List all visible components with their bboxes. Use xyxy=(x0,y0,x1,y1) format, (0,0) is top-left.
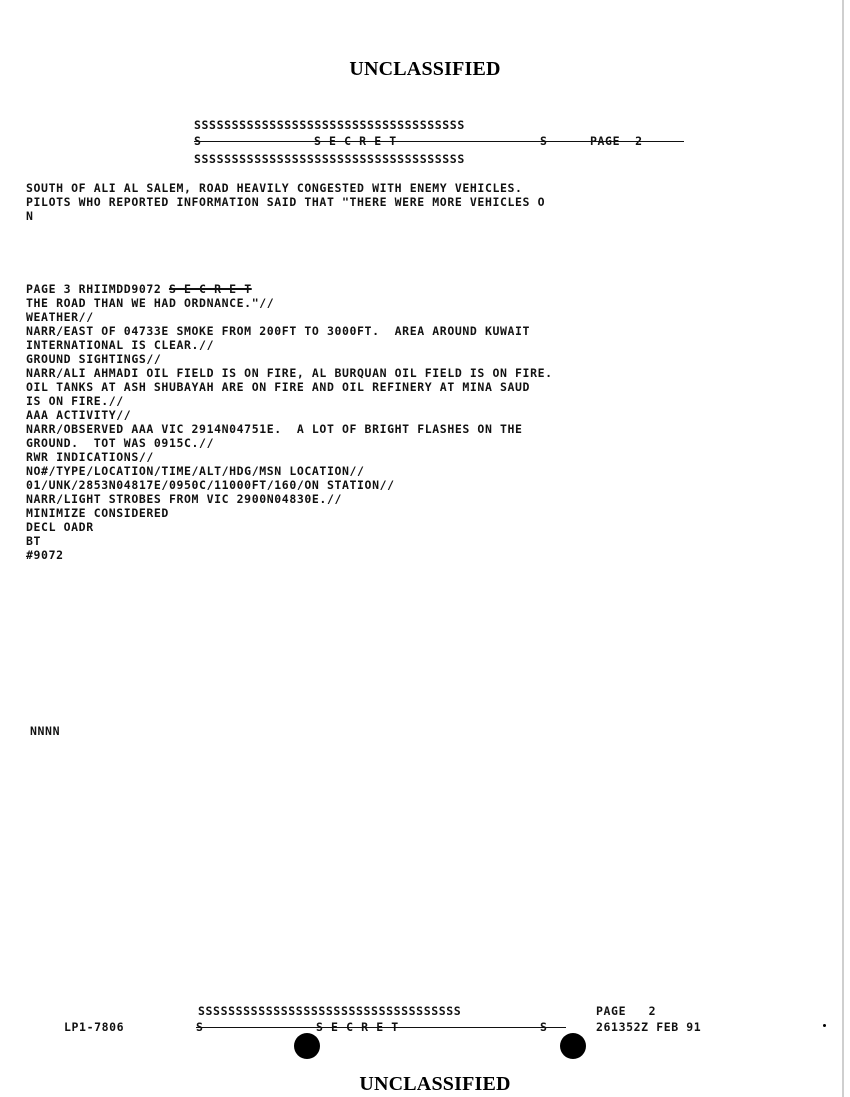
footer-secret-word: S E C R E T xyxy=(316,1020,399,1034)
message-body-top: SOUTH OF ALI AL SALEM, ROAD HEAVILY CONGESTED WITH ENEMY VEHICLES. PILOTS WHO REPORTED INFORMATION SAID THAT "THERE WERE MORE VEHICLES O N xyxy=(26,181,546,223)
header-secret-word: S E C R E T xyxy=(314,134,397,148)
punch-hole-right xyxy=(560,1033,586,1059)
footer-s-line: SSSSSSSSSSSSSSSSSSSSSSSSSSSSSSSSSSS xyxy=(198,1004,462,1018)
footer-secret-right-s: S xyxy=(540,1020,548,1034)
message-body-text: THE ROAD THAN WE HAD ORDNANCE."// WEATHER// NARR/EAST OF 04733E SMOKE FROM 200FT TO 3000FT. AREA AROUND KUWAIT INTERNATIONAL IS CLEAR.// GROUND SIGHTINGS// NARR/ALI AHMADI OIL FIELD IS ON FIRE, AL BURQUAN OIL FIELD IS ON FIRE. OIL TANKS AT ASH SHUBAYAH ARE ON FIRE AND OIL REFINERY AT MINA SAUD IS ON FIRE.// AAA ACTIVITY// NARR/OBSERVED AAA VIC 2914N04751E. A LOT OF BRIGHT FLASHES ON THE GROUND. TOT WAS 0915C.// RWR INDICATIONS// NO#/TYPE/LOCATION/TIME/ALT/HDG/MSN LOCATION// 01/UNK/2853N04817E/0950C/11000FT/160/ON STATION// NARR/LIGHT STROBES FROM VIC 2900N04830E.// MINIMIZE CONSIDERED DECL OADR BT #9072 xyxy=(26,296,553,562)
punch-hole-left xyxy=(294,1033,320,1059)
footer-secret-left-s: S xyxy=(196,1020,204,1034)
footer-lp-code: LP1-7806 xyxy=(64,1020,125,1034)
page3-header-prefix: PAGE 3 RHIIMDD9072 xyxy=(26,282,169,296)
footer-page-label: PAGE 2 xyxy=(596,1004,657,1018)
page-edge-shadow xyxy=(842,0,844,1097)
header-secret-line xyxy=(194,134,684,148)
classification-banner-top: UNCLASSIFIED xyxy=(349,58,501,80)
classification-banner-bottom: UNCLASSIFIED xyxy=(359,1073,511,1095)
scan-speck xyxy=(823,1024,826,1027)
header-secret-left-s: S xyxy=(194,134,202,148)
header-s-line-top: SSSSSSSSSSSSSSSSSSSSSSSSSSSSSSSSSSSS xyxy=(194,118,465,132)
header-page-label: PAGE 2 xyxy=(590,134,643,148)
end-of-message-marker: NNNN xyxy=(30,724,61,738)
footer-date-time-group: 261352Z FEB 91 xyxy=(596,1020,702,1034)
footer-secret-line xyxy=(196,1020,566,1034)
header-s-line-bottom: SSSSSSSSSSSSSSSSSSSSSSSSSSSSSSSSSSSS xyxy=(194,152,465,166)
message-body-main xyxy=(26,282,553,562)
header-secret-right-s: S xyxy=(540,134,548,148)
page3-header-secret: S E C R E T xyxy=(168,282,252,296)
